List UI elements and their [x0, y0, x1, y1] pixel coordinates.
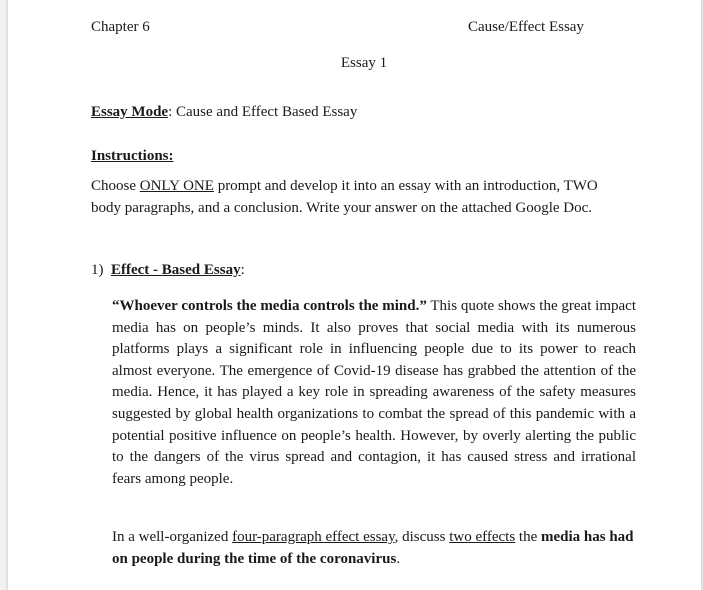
instructions-emphasis: ONLY ONE	[139, 178, 214, 194]
task-part7: .	[396, 551, 401, 567]
task-paragraph	[112, 526, 636, 570]
header-chapter: Chapter 6	[91, 19, 150, 35]
instructions-before: Choose	[91, 178, 140, 194]
essay-mode-label: Essay Mode	[91, 104, 169, 120]
task-part4: two effects	[449, 529, 516, 545]
task-part6: media has had on people during the time of the coronavirus	[112, 529, 634, 567]
prompt-title: Effect - Based Essay	[111, 262, 241, 278]
prompt-colon: :	[240, 262, 245, 278]
prompt-paragraph	[112, 296, 636, 490]
prompt-quote: “Whoever controls the media controls the mind.”	[112, 298, 427, 314]
header-topic: Cause/Effect Essay	[468, 19, 584, 35]
task-part3: , discuss	[394, 529, 450, 545]
prompt-heading	[91, 262, 245, 279]
prompt-number: 1)	[91, 262, 104, 278]
instructions-after: prompt and develop it into an essay with an introduction, TWO body paragraphs, and a conclusion. Write your answer on the attached Google Doc.	[91, 178, 598, 216]
essay-title: Essay 1	[340, 55, 388, 71]
task-part1: In a well-organized	[112, 529, 233, 545]
task-part2: four-paragraph effect essay	[232, 529, 395, 545]
task-part5: the	[515, 529, 541, 545]
prompt-body-text: This quote shows the great impact media has on people’s minds. It also proves that social media with its numerous platforms plays a significant role in influencing people due to its power to reach almost everyone. The emergence of Covid-19 disease has grabbed the attention of the media. Hence, it has played a key role in spreading awareness of the safety measures suggested by global health organizations to combat the spread of this pandemic with a potential positive influence on people’s health. However, by overly alerting the public to the dangers of the virus spread and contagion, it has caused stress and irrational fears among people.	[112, 298, 636, 487]
essay-mode	[91, 104, 357, 121]
essay-mode-value: : Cause and Effect Based Essay	[168, 104, 358, 120]
document-page	[8, 0, 701, 590]
instructions-heading: Instructions:	[91, 148, 174, 164]
instructions-body	[91, 175, 611, 219]
